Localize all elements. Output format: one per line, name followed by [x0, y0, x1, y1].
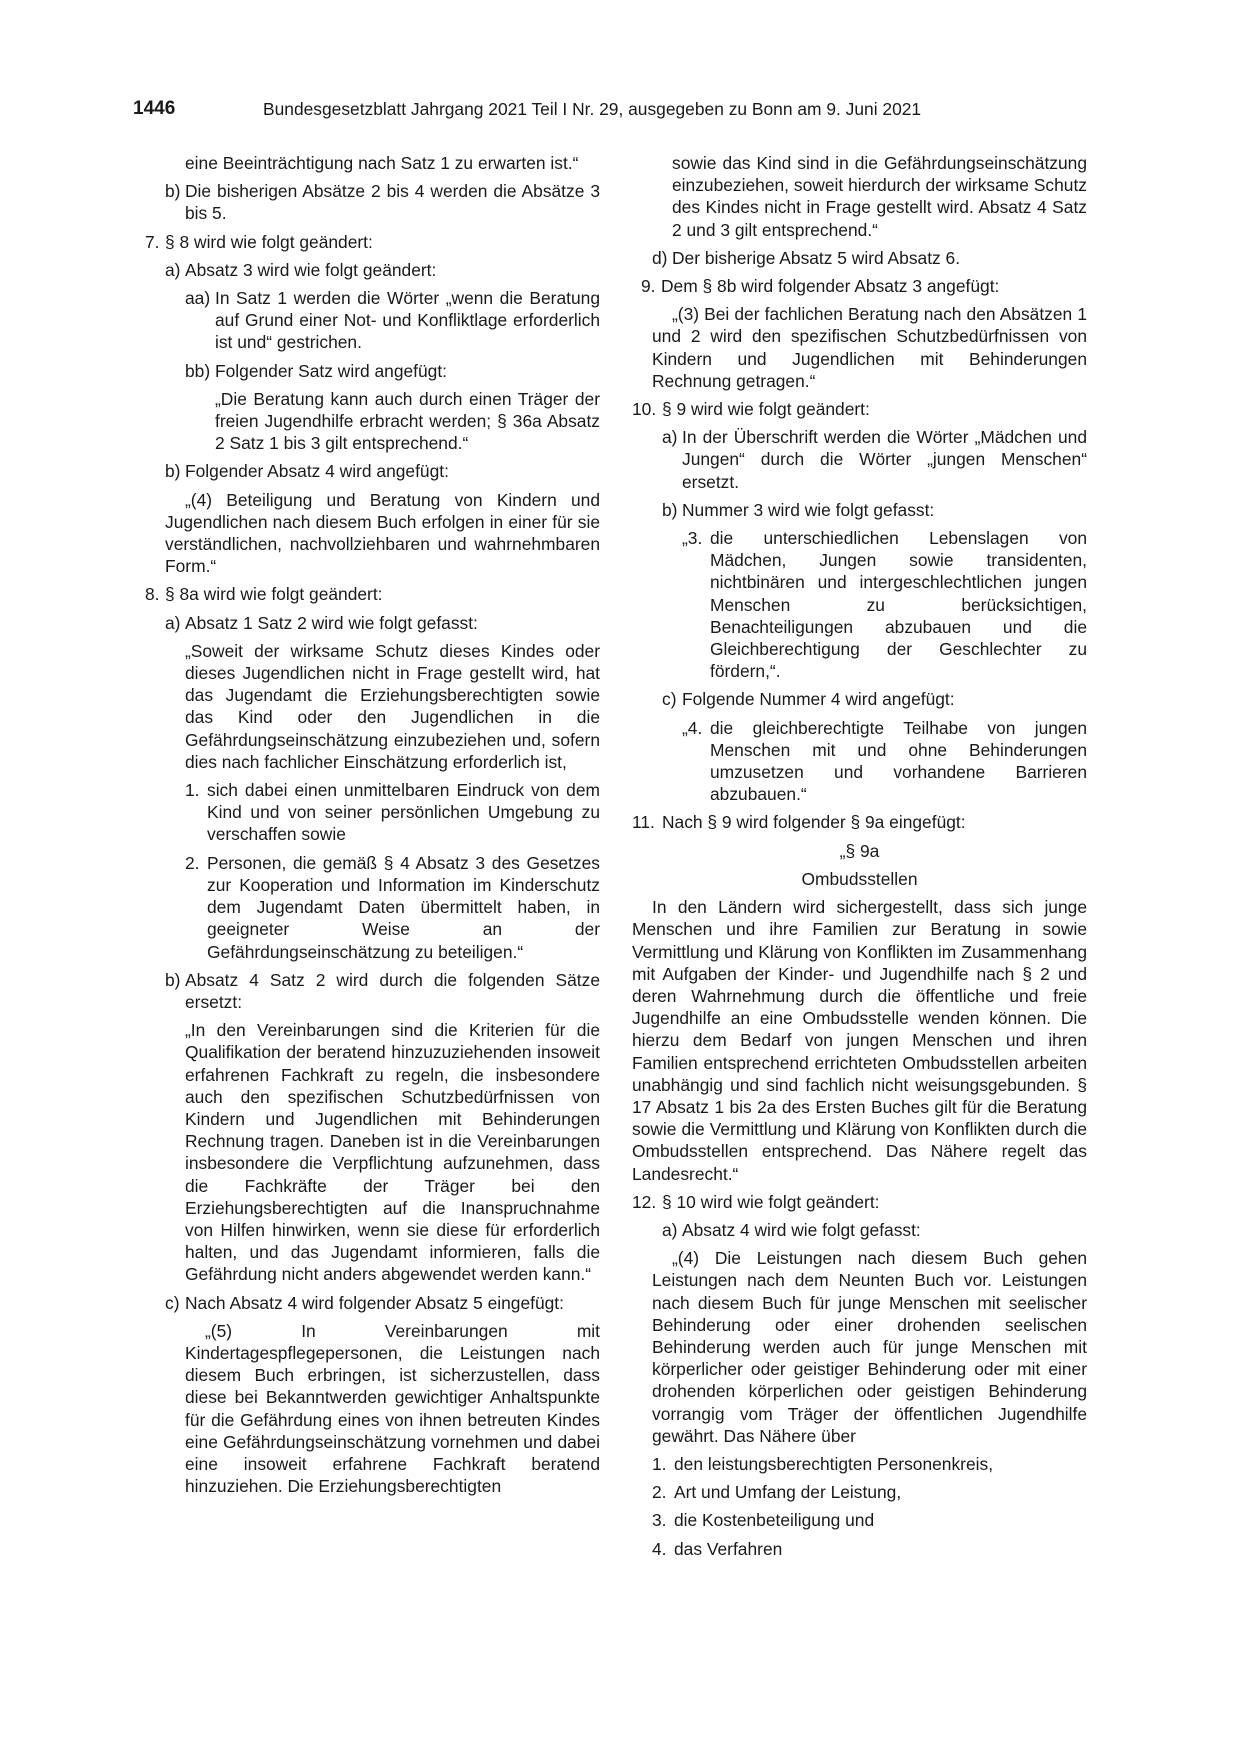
item-text: die unterschiedlichen Lebenslagen von Mädchen, Jungen sowie transidenten, nichtbinären und intergeschlechtlichen jungen Menschen zu berücksichtigen, Benachteiligungen abzubauen und die Gleichberechtigung der Geschlechter zu fördern,“.	[710, 528, 1087, 682]
item-10	[632, 398, 1087, 420]
item-text: Die bisherigen Absätze 2 bis 4 werden die Absätze 3 bis 5.	[185, 181, 600, 224]
item-d	[652, 247, 1087, 269]
item-text: § 8 wird wie folgt geändert:	[165, 231, 373, 252]
section-number: „§ 9a	[839, 840, 880, 861]
item-text: das Verfahren	[674, 1538, 783, 1559]
item-label: b)	[165, 181, 181, 202]
item-10c	[662, 688, 1087, 710]
quoted-text: „Soweit der wirksame Schutz dieses Kindes oder dieses Jugendlichen nicht in Frage gestellt wird, hat das Jugendamt die Erziehungsberechtigten sowie das Kind oder den Jugendlichen in die Gefährdungseinschätzung einzubeziehen und, sofern dies nach fachlicher Einschätzung erforderlich ist,	[185, 640, 600, 772]
item-label: a)	[165, 259, 181, 280]
item-text: Folgender Satz wird angefügt:	[215, 360, 448, 381]
item-8	[145, 583, 600, 605]
item-text: die Kostenbeteiligung und	[674, 1510, 875, 1531]
section-text: In den Ländern wird sichergestellt, dass sich junge Menschen und ihre Familien zur Beratung in sowie Vermittlung und Klärung von Konflikten im Zusammenhang mit Aufgaben der Kinder- und Jugendhilfe nach § 2 und deren Wahrnehmung durch die öffentliche und freie Jugendhilfe an eine Ombudsstelle wenden können. Die hierzu dem Bedarf von jungen Menschen und ihren Familien entsprechend errichteten Ombudsstellen arbeiten unabhängig und sind fachlich nicht weisungsgebunden. § 17 Absatz 1 bis 2a des Ersten Buches gilt für die Beratung sowie die Vermittlung und Klärung von Konflikten durch die Ombudsstellen entsprechend. Das Nähere regelt das Landesrecht.“	[632, 897, 1087, 1184]
item-text: Nummer 3 wird wie folgt gefasst:	[682, 499, 935, 520]
item-text: Absatz 4 wird wie folgt gefasst:	[682, 1219, 921, 1240]
item-label: 1.	[652, 1453, 667, 1474]
item-text: Absatz 4 Satz 2 wird durch die folgenden Sätze ersetzt:	[185, 969, 600, 1012]
item-text: Absatz 1 Satz 2 wird wie folgt gefasst:	[185, 612, 478, 633]
item-text: Dem § 8b wird folgender Absatz 3 angefügt:	[661, 276, 1000, 297]
item-7aa	[185, 287, 600, 354]
continuation-text: sowie das Kind sind in die Gefährdungseinschätzung einzubeziehen, soweit hierdurch der wirksame Schutz des Kindes nicht in Frage gestellt wird. Absatz 4 Satz 2 und 3 gilt entsprechend.“	[672, 153, 1087, 240]
item-label: c)	[662, 689, 677, 710]
item-12a	[662, 1219, 1087, 1241]
item-label: a)	[662, 1219, 678, 1240]
item-7a	[165, 259, 600, 281]
item-label: „3.	[682, 528, 703, 549]
item-7b	[165, 460, 600, 482]
item-11	[632, 811, 1087, 833]
item-12	[632, 1191, 1087, 1213]
quoted-list-item	[652, 1453, 1087, 1475]
quoted-text: „(4) Beteiligung und Beratung von Kindern und Jugendlichen nach diesem Buch erfolgen in einer für sie verständlichen, nachvollziehbaren und wahrnehmbaren Form.“	[165, 489, 600, 577]
item-b	[165, 180, 600, 224]
item-label: a)	[662, 427, 678, 448]
item-label: 2.	[652, 1482, 667, 1503]
page-number: 1446	[133, 98, 176, 119]
item-label: 12.	[632, 1191, 657, 1212]
item-text: Folgende Nummer 4 wird angefügt:	[682, 689, 955, 710]
quoted-text: „(4) Die Leistungen nach diesem Buch gehen Leistungen nach dem Neunten Buch vor. Leistungen nach diesem Buch für junge Menschen mit seelischer Behinderung oder einer drohenden seelischen Behinderung werden auch für junge Menschen mit körperlicher oder geistiger Behinderung oder mit einer drohenden körperlichen oder geistigen Behinderung vorrangig vom Träger der öffentlichen Jugendhilfe gewährt. Das Nähere über	[652, 1248, 1087, 1446]
item-label: 2.	[185, 852, 200, 873]
item-7bb	[185, 360, 600, 382]
item-text: § 8a wird wie folgt geändert:	[165, 584, 383, 605]
item-8c	[165, 1292, 600, 1314]
item-text: Folgender Absatz 4 wird angefügt:	[185, 461, 449, 482]
left-column	[145, 152, 600, 1503]
item-label: 3.	[652, 1510, 667, 1531]
quoted-list-item	[185, 779, 600, 846]
item-label: 8.	[145, 584, 160, 605]
item-label: bb)	[185, 360, 211, 381]
item-label: 1.	[185, 780, 200, 801]
item-text: Personen, die gemäß § 4 Absatz 3 des Gesetzes zur Kooperation und Information im Kinderschutz dem Jugendamt Daten übermittelt haben, in geeigneter Weise an der Gefährdungseinschätzung zu beteiligen.“	[207, 852, 600, 962]
item-label: 11.	[632, 812, 655, 833]
quoted-text: „In den Vereinbarungen sind die Kriterien für die Qualifikation der beratend hinzuzuziehenden insoweit erfahrenen Fachkraft zu regeln, die insbesondere auch den spezifischen Schutzbedürfnissen von Kindern und Jugendlichen mit Behinderungen Rechnung tragen. Daneben ist in die Vereinbarungen insbesondere die Verpflichtung aufzunehmen, dass die Fachkräfte der Träger bei den Erziehungsberechtigten auf die Inanspruchnahme von Hilfen hinwirken, wenn sie diese für erforderlich halten, und das Jugendamt informieren, falls die Gefährdung nicht anders abgewendet werden kann.“	[185, 1020, 600, 1285]
quoted-list-item	[185, 852, 600, 963]
right-column	[632, 152, 1087, 1566]
item-label: b)	[165, 461, 181, 482]
section-title: Ombudsstellen	[801, 868, 918, 889]
item-text: Der bisherige Absatz 5 wird Absatz 6.	[672, 247, 961, 268]
continuation-text: eine Beeinträchtigung nach Satz 1 zu erwarten ist.“	[185, 153, 579, 173]
item-text: Nach § 9 wird folgender § 9a eingefügt:	[662, 812, 966, 833]
item-label: d)	[652, 247, 668, 268]
item-text: § 9 wird wie folgt geändert:	[662, 399, 870, 420]
item-text: § 10 wird wie folgt geändert:	[662, 1191, 880, 1212]
item-text: den leistungsberechtigten Personenkreis,	[674, 1453, 994, 1474]
item-label: 10.	[632, 399, 657, 420]
quoted-list-item	[652, 1509, 1087, 1531]
item-text: die gleichberechtigte Teilhabe von jungen Menschen mit und ohne Behinderungen umzusetzen und vorhandene Barrieren abzubauen.“	[710, 717, 1087, 805]
item-label: 7.	[145, 231, 160, 252]
item-label: b)	[662, 499, 678, 520]
item-label: aa)	[185, 288, 211, 309]
item-text: In der Überschrift werden die Wörter „Mädchen und Jungen“ durch die Wörter „jungen Menschen“ ersetzt.	[682, 427, 1087, 492]
item-label: a)	[165, 612, 181, 633]
item-8b	[165, 969, 600, 1013]
item-8a	[165, 612, 600, 634]
item-label: „4.	[682, 717, 703, 738]
quoted-list-item	[652, 1538, 1087, 1560]
item-9	[641, 275, 1087, 297]
item-10a	[662, 426, 1087, 493]
item-text: sich dabei einen unmittelbaren Eindruck von dem Kind und von seiner persönlichen Umgebung zu verschaffen sowie	[207, 780, 600, 845]
item-label: 9.	[641, 276, 656, 297]
quoted-list-item	[652, 1481, 1087, 1503]
item-label: b)	[165, 969, 181, 990]
page-header	[133, 98, 1109, 124]
item-text: Nach Absatz 4 wird folgender Absatz 5 eingefügt:	[185, 1292, 564, 1313]
item-text: Art und Umfang der Leistung,	[674, 1482, 902, 1503]
item-label: c)	[165, 1292, 180, 1313]
item-7	[145, 231, 600, 253]
quoted-text: „Die Beratung kann auch durch einen Träger der freien Jugendhilfe erbracht werden; § 36a Absatz 2 Satz 1 bis 3 gilt entsprechend.“	[215, 388, 600, 454]
quoted-list-item	[682, 717, 1087, 806]
quoted-text: „(3) Bei der fachlichen Beratung nach den Absätzen 1 und 2 wird den spezifischen Schutzbedürfnissen von Kindern und Jugendlichen mit Behinderungen Rechnung getragen.“	[652, 304, 1087, 391]
quoted-text: „(5) In Vereinbarungen mit Kindertagespflegepersonen, die Leistungen nach diesem Buch erbringen, ist sicherzustellen, dass diese bei Bekanntwerden gewichtiger Anhaltspunkte für die Gefährdung eines von ihnen betreuten Kindes eine Gefährdungseinschätzung vornehmen und dabei eine insoweit erfahrene Fachkraft beratend hinzuziehen. Die Erziehungsberechtigten	[185, 1320, 600, 1497]
item-text: Absatz 3 wird wie folgt geändert:	[185, 259, 437, 280]
item-10b	[662, 499, 1087, 521]
item-text: In Satz 1 werden die Wörter „wenn die Beratung auf Grund einer Not- und Konfliktlage erforderlich ist und“ gestrichen.	[215, 288, 600, 353]
running-head: Bundesgesetzblatt Jahrgang 2021 Teil I Nr. 29, ausgegeben zu Bonn am 9. Juni 2021	[263, 99, 922, 119]
quoted-list-item	[682, 527, 1087, 682]
item-label: 4.	[652, 1538, 667, 1559]
